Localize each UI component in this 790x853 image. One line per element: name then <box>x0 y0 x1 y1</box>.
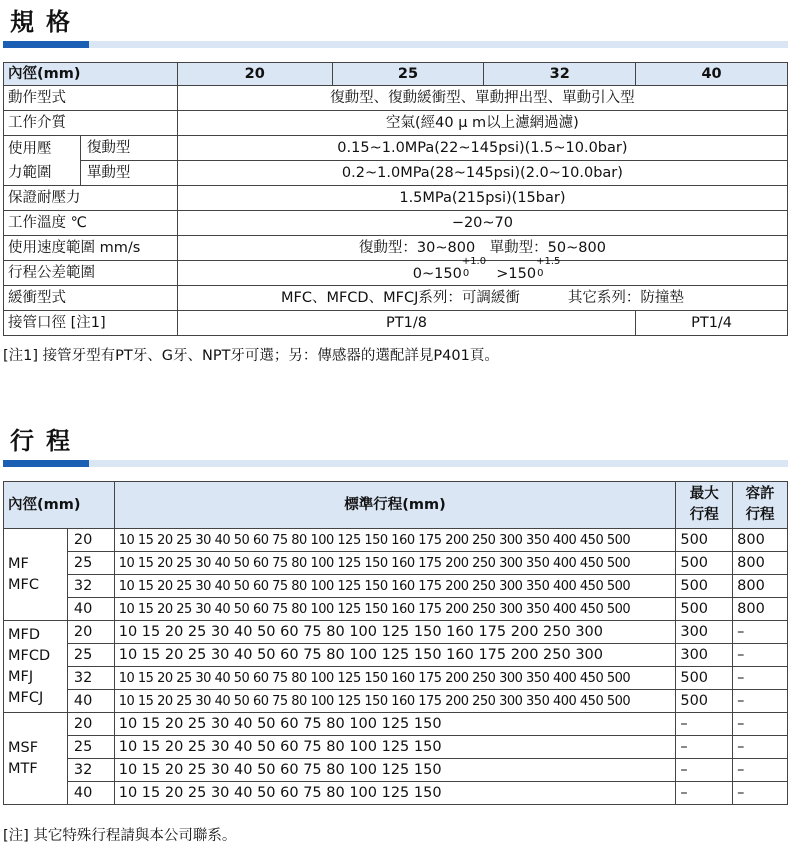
spec-section-title: 規格 <box>10 8 82 36</box>
spec-value-pressure-single: 0.2~1.0MPa(28~145psi)(2.0~10.0bar) <box>177 161 787 186</box>
table-row <box>4 782 788 805</box>
stroke-allow: – <box>733 759 788 782</box>
table-row <box>4 736 788 759</box>
spec-row-pressure-single <box>4 161 788 186</box>
spec-header-bore-40: 40 <box>636 63 788 86</box>
stroke-max: 300 <box>676 644 733 667</box>
spec-row-pressure-double <box>4 136 788 161</box>
stroke-bore: 40 <box>67 598 114 621</box>
stroke-group-name-line: MSF <box>8 739 39 756</box>
stroke-allow: – <box>733 644 788 667</box>
spec-label-speed: 使用速度範圍 mm/s <box>4 236 178 261</box>
stroke-standard-list: 10 15 20 25 30 40 50 60 75 80 100 125 150 160 175 200 250 300 350 400 450 500 <box>114 667 676 690</box>
table-row <box>4 598 788 621</box>
spec-label-action-type: 動作型式 <box>4 86 178 111</box>
spec-row-proof-pressure <box>4 186 788 211</box>
stroke-standard-list: 10 15 20 25 30 40 50 60 75 80 100 125 150 <box>114 782 676 805</box>
spec-header-bore-label: 內徑(mm) <box>4 63 178 86</box>
stroke-allow: – <box>733 782 788 805</box>
stroke-bore: 32 <box>67 759 114 782</box>
spec-header-row <box>4 63 788 86</box>
spec-value-port-small: PT1/8 <box>177 311 635 336</box>
stroke-tolerance-range-2: >150 <box>496 266 537 283</box>
stroke-header-max <box>676 482 733 529</box>
spec-value-cushion <box>177 286 787 311</box>
spec-label-stroke-tolerance: 行程公差範圍 <box>4 261 178 286</box>
stroke-standard-list: 10 15 20 25 30 40 50 60 75 80 100 125 150 <box>114 759 676 782</box>
spec-row-medium <box>4 111 788 136</box>
stroke-standard-list: 10 15 20 25 30 40 50 60 75 80 100 125 150 160 175 200 250 300 <box>114 621 676 644</box>
stroke-max: 500 <box>676 667 733 690</box>
stroke-header-bore: 內徑(mm) <box>4 482 115 529</box>
stroke-allow: – <box>733 621 788 644</box>
spec-note: [注1] 接管牙型有PT牙、G牙、NPT牙可選；另：傳感器的選配詳見P401頁。 <box>3 348 499 364</box>
stroke-max: 500 <box>676 552 733 575</box>
table-row <box>4 759 788 782</box>
spec-value-cushion-left: MFC、MFCD、MFCJ系列：可調緩衝 <box>280 289 520 306</box>
stroke-group-name-line: MTF <box>8 760 38 777</box>
table-row <box>4 529 788 552</box>
stroke-bore: 40 <box>67 690 114 713</box>
stroke-allow: 800 <box>733 598 788 621</box>
stroke-max: – <box>676 736 733 759</box>
stroke-allow: – <box>733 713 788 736</box>
stroke-allow: 800 <box>733 575 788 598</box>
stroke-header-row <box>4 482 788 529</box>
stroke-group-name-line: MFCJ <box>8 689 44 706</box>
stroke-allow: 800 <box>733 529 788 552</box>
spec-label-cushion: 緩衝型式 <box>4 286 178 311</box>
table-row <box>4 575 788 598</box>
stroke-standard-list: 10 15 20 25 30 40 50 60 75 80 100 125 150 160 175 200 250 300 350 400 450 500 <box>114 690 676 713</box>
spec-value-proof-pressure: 1.5MPa(215psi)(15bar) <box>177 186 787 211</box>
spec-value-cushion-right: 其它系列：防撞墊 <box>567 289 684 306</box>
table-row <box>4 621 788 644</box>
spec-header-bore-20: 20 <box>177 63 332 86</box>
stroke-tolerance-1-upper: +1.0 <box>461 256 487 268</box>
spec-label-medium: 工作介質 <box>4 111 178 136</box>
stroke-allow: 800 <box>733 552 788 575</box>
stroke-max: – <box>676 759 733 782</box>
stroke-tolerance-range-1: 0~150 <box>412 266 462 283</box>
spec-value-action-type: 復動型、復動緩衝型、單動押出型、單動引入型 <box>177 86 787 111</box>
spec-header-bore-32: 32 <box>484 63 636 86</box>
spec-value-medium: 空氣(經40 μ m以上濾網過濾) <box>177 111 787 136</box>
table-row <box>4 713 788 736</box>
stroke-table <box>3 481 788 805</box>
stroke-bore: 25 <box>67 644 114 667</box>
table-row <box>4 552 788 575</box>
spec-value-speed: 復動型：30~800 單動型：50~800 <box>177 236 787 261</box>
stroke-bore: 20 <box>67 621 114 644</box>
stroke-section-title: 行程 <box>10 427 82 455</box>
spec-value-stroke-tolerance <box>177 256 787 286</box>
stroke-standard-list: 10 15 20 25 30 40 50 60 75 80 100 125 150 160 175 200 250 300 350 400 450 500 <box>114 552 676 575</box>
stroke-bore: 40 <box>67 782 114 805</box>
stroke-bore: 25 <box>67 736 114 759</box>
stroke-group-name-line: MF <box>8 555 29 572</box>
spec-table <box>3 62 788 336</box>
stroke-max: – <box>676 713 733 736</box>
stroke-note: [注] 其它特殊行程請與本公司聯系。 <box>3 828 237 844</box>
stroke-standard-list: 10 15 20 25 30 40 50 60 75 80 100 125 150 <box>114 713 676 736</box>
table-row <box>4 690 788 713</box>
spec-label-pressure-range <box>4 136 81 186</box>
spec-row-cushion <box>4 286 788 311</box>
spec-row-port <box>4 311 788 336</box>
stroke-bore: 25 <box>67 552 114 575</box>
spec-label-pressure-single: 單動型 <box>80 161 177 186</box>
stroke-bore: 20 <box>67 529 114 552</box>
stroke-max: 500 <box>676 598 733 621</box>
stroke-group-msf <box>4 713 68 805</box>
stroke-standard-list: 10 15 20 25 30 40 50 60 75 80 100 125 150 160 175 200 250 300 350 400 450 500 <box>114 575 676 598</box>
spec-label-pressure-double: 復動型 <box>80 136 177 161</box>
stroke-header-allow-line1: 容許 <box>745 486 775 502</box>
stroke-bore: 20 <box>67 713 114 736</box>
stroke-header-standard: 標準行程(mm) <box>114 482 676 529</box>
stroke-max: 500 <box>676 575 733 598</box>
stroke-max: 300 <box>676 621 733 644</box>
stroke-standard-list: 10 15 20 25 30 40 50 60 75 80 100 125 150 <box>114 736 676 759</box>
spec-value-port-large: PT1/4 <box>636 311 788 336</box>
stroke-section-title-bar <box>3 460 788 467</box>
stroke-tolerance-2 <box>536 256 561 280</box>
stroke-tolerance-1-lower: 0 <box>462 268 470 280</box>
stroke-allow: – <box>733 667 788 690</box>
spec-row-stroke-tolerance <box>4 261 788 286</box>
stroke-bore: 32 <box>67 667 114 690</box>
spec-row-action-type <box>4 86 788 111</box>
spec-label-pressure-line2: 力範圍 <box>8 164 52 181</box>
spec-header-bore-25: 25 <box>332 63 484 86</box>
stroke-header-max-line1: 最大 <box>689 486 719 502</box>
stroke-standard-list: 10 15 20 25 30 40 50 60 75 80 100 125 150 160 175 200 250 300 350 400 450 500 <box>114 598 676 621</box>
spec-row-temperature <box>4 211 788 236</box>
table-row <box>4 667 788 690</box>
stroke-tolerance-2-upper: +1.5 <box>536 256 561 268</box>
stroke-tolerance-2-lower: 0 <box>537 268 544 280</box>
stroke-max: 500 <box>676 690 733 713</box>
spec-label-port: 接管口徑 [注1] <box>4 311 178 336</box>
stroke-max: 500 <box>676 529 733 552</box>
stroke-header-allow <box>733 482 788 529</box>
stroke-group-name-line: MFD <box>8 626 41 643</box>
stroke-allow: – <box>733 736 788 759</box>
spec-section-title-bar <box>3 41 788 48</box>
spec-label-temperature: 工作溫度 ℃ <box>4 211 178 236</box>
stroke-max: – <box>676 782 733 805</box>
spec-value-temperature: −20~70 <box>177 211 787 236</box>
stroke-group-mfd <box>4 621 68 713</box>
stroke-standard-list: 10 15 20 25 30 40 50 60 75 80 100 125 150 160 175 200 250 300 <box>114 644 676 667</box>
stroke-header-allow-line2: 行程 <box>745 507 775 523</box>
spec-label-proof-pressure: 保證耐壓力 <box>4 186 178 211</box>
stroke-bore: 32 <box>67 575 114 598</box>
spec-row-speed <box>4 236 788 261</box>
stroke-group-mf <box>4 529 68 621</box>
stroke-tolerance-1 <box>461 256 487 280</box>
stroke-allow: – <box>733 690 788 713</box>
table-row <box>4 644 788 667</box>
spec-label-pressure-line1: 使用壓 <box>8 140 52 157</box>
stroke-group-name-line: MFC <box>8 576 39 593</box>
spec-value-pressure-double: 0.15~1.0MPa(22~145psi)(1.5~10.0bar) <box>177 136 787 161</box>
stroke-header-max-line2: 行程 <box>689 507 719 523</box>
stroke-standard-list: 10 15 20 25 30 40 50 60 75 80 100 125 150 160 175 200 250 300 350 400 450 500 <box>114 529 676 552</box>
stroke-group-name-line: MFCD <box>8 647 51 664</box>
stroke-group-name-line: MFJ <box>8 668 34 685</box>
